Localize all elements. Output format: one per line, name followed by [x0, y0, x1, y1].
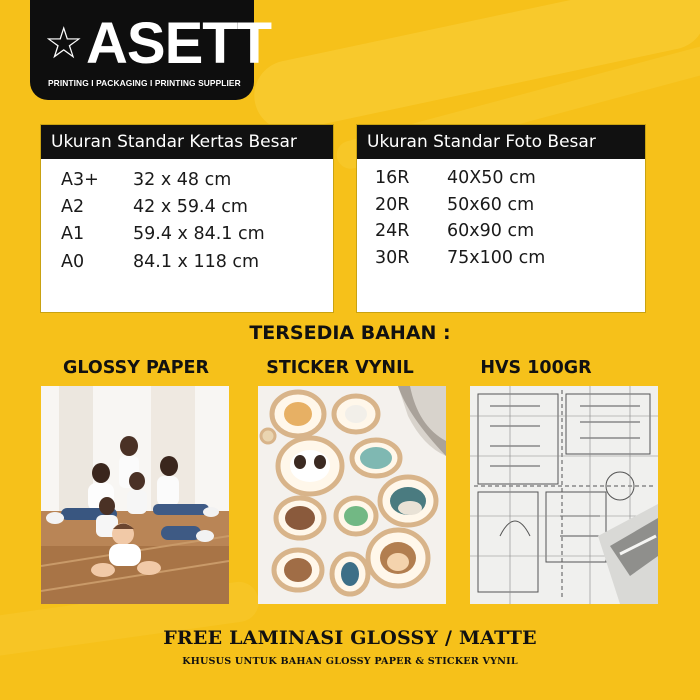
sticker-vynil-image — [258, 386, 446, 604]
size-dimension: 59.4 x 84.1 cm — [133, 224, 265, 244]
hvs-paper-image — [470, 386, 658, 604]
free-lamination-title: FREE LAMINASI GLOSSY / MATTE — [163, 627, 537, 649]
family-photo-illustration — [41, 386, 229, 604]
size-code: 30R — [375, 248, 410, 268]
materials-title: TERSEDIA BAHAN : — [249, 322, 451, 344]
size-dimension: 84.1 x 118 cm — [133, 252, 260, 272]
brand-tagline: PRINTING I PACKAGING I PRINTING SUPPLIER — [48, 78, 241, 88]
size-code: A3+ — [61, 170, 99, 190]
size-code: 24R — [375, 221, 410, 241]
size-code: A0 — [61, 252, 85, 272]
brand-logo — [30, 0, 272, 100]
photo-size-card — [356, 124, 646, 313]
size-dimension: 40X50 cm — [447, 168, 536, 188]
size-dimension: 75x100 cm — [447, 248, 546, 268]
brand-name: ASETT — [86, 11, 272, 76]
size-row — [41, 224, 333, 251]
size-row — [41, 170, 333, 197]
size-row — [357, 248, 645, 275]
material-label-hvs: HVS 100GR — [480, 358, 592, 378]
size-row — [41, 197, 333, 224]
size-row — [357, 168, 645, 195]
size-row — [357, 195, 645, 222]
size-code: A2 — [61, 197, 85, 217]
blueprint-illustration — [470, 386, 658, 604]
paper-size-card-title: Ukuran Standar Kertas Besar — [41, 125, 333, 159]
glossy-paper-image — [41, 386, 229, 604]
size-dimension: 32 x 48 cm — [133, 170, 232, 190]
material-label-glossy: GLOSSY PAPER — [63, 358, 209, 378]
size-code: 20R — [375, 195, 410, 215]
size-code: A1 — [61, 224, 85, 244]
size-row — [357, 221, 645, 248]
animal-stickers-illustration — [258, 386, 446, 604]
photo-size-card-title: Ukuran Standar Foto Besar — [357, 125, 645, 159]
size-dimension: 50x60 cm — [447, 195, 535, 215]
size-row — [41, 252, 333, 279]
free-lamination-subtitle: KHUSUS UNTUK BAHAN GLOSSY PAPER & STICKER VYNIL — [182, 656, 518, 667]
star-icon: ☆ — [44, 18, 84, 69]
size-dimension: 42 x 59.4 cm — [133, 197, 248, 217]
size-dimension: 60x90 cm — [447, 221, 535, 241]
material-label-sticker: STICKER VYNIL — [266, 358, 414, 378]
size-code: 16R — [375, 168, 410, 188]
paper-size-card — [40, 124, 334, 313]
